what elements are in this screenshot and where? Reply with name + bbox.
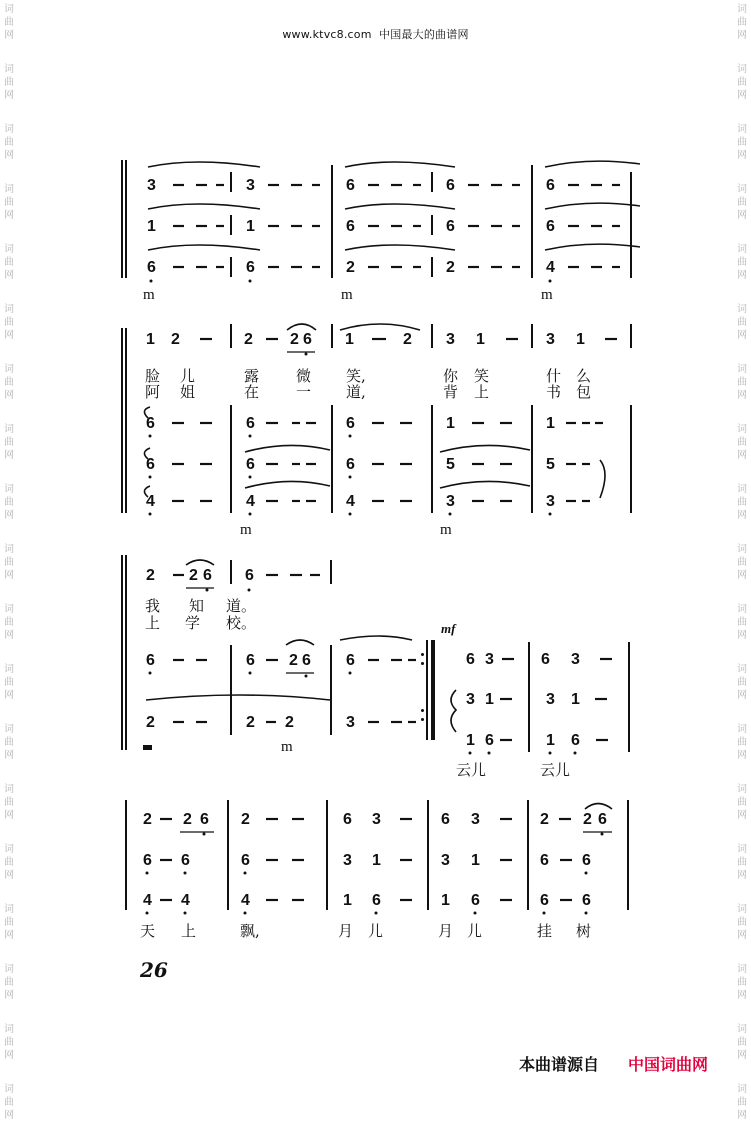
watermark-text: 词 曲 网 [737,604,747,641]
note: 3 [546,691,555,708]
watermark-text: 词 曲 网 [737,424,747,461]
watermark-text: 词 曲 网 [4,604,14,641]
note: 1 [571,691,580,708]
note: 1 [372,852,381,869]
watermark-text: 词 曲 网 [4,1084,14,1121]
lyric: 我 [145,597,161,615]
note: 1 [485,691,494,708]
slur [186,560,214,565]
note: 6 [181,852,190,869]
slur [148,162,260,167]
watermark-text: 词 曲 网 [4,784,14,821]
note: 6 [200,811,209,828]
note: 2 [285,714,294,731]
lyric: 儿 [467,922,483,940]
note: 1 [343,892,352,909]
watermark-text: 词 曲 网 [737,1024,747,1061]
hum-mark: m [143,287,155,303]
lyric: 上 [474,383,490,401]
lyric: 什 [546,367,562,385]
site-tagline: 中国最大的曲谱网 [379,28,469,41]
note: 6 [446,218,455,235]
watermark-text: 词 曲 网 [737,304,747,341]
note: 6 [485,732,494,749]
note: 6 [571,732,580,749]
watermark-text: 词 曲 网 [737,784,747,821]
footer-source-label: 本曲谱源自 [519,1055,600,1074]
note: 1 [471,852,480,869]
brace [451,690,456,732]
slur [345,245,455,250]
note: 6 [246,415,255,432]
note: 6 [146,456,155,473]
lyric: 阿 [145,383,161,401]
note: 4 [143,892,152,909]
lyric: 姐 [180,383,196,401]
note: 3 [246,177,255,194]
watermark-text: 词 曲 网 [4,244,14,281]
watermark-text: 词 曲 网 [737,364,747,401]
note: 1 [546,415,555,432]
note: 4 [146,493,155,510]
note: 6 [346,177,355,194]
slur [545,203,640,209]
watermark-text: 词 曲 网 [737,904,747,941]
slur [144,486,150,497]
note: 6 [582,892,591,909]
note: 6 [146,652,155,669]
watermark-text: 词 曲 网 [4,364,14,401]
note: 6 [246,259,255,276]
note: 4 [246,493,255,510]
watermark-text: 词 曲 网 [4,964,14,1001]
note: 3 [571,651,580,668]
slur [286,640,314,645]
hum-mark: m [341,287,353,303]
note: 2 [146,714,155,731]
watermark-text: 词 曲 网 [4,544,14,581]
note: 6 [303,331,312,348]
lyric: 脸 [145,367,161,385]
watermark-text: 词 曲 网 [737,64,747,101]
lyric: 儿 [180,367,196,385]
note: 6 [546,177,555,194]
lyric: 儿 [368,922,384,940]
note: 6 [346,652,355,669]
lyric: 校。 [226,614,257,632]
watermark-text: 词 曲 网 [4,184,14,221]
watermark-text: 词 曲 网 [4,664,14,701]
note: 3 [546,331,555,348]
lyric: 挂 [537,922,553,940]
lyric: 笑, [346,367,366,385]
slur [340,324,420,330]
watermark-text: 词 曲 网 [4,724,14,761]
watermark-text: 词 曲 网 [4,304,14,341]
slur [245,481,330,488]
note: 3 [343,852,352,869]
note: 6 [241,852,250,869]
note: 1 [345,331,354,348]
watermark-text: 词 曲 网 [737,844,747,881]
lyric: 露 [244,367,260,385]
note: 3 [346,714,355,731]
note: 6 [546,218,555,235]
note: 6 [246,652,255,669]
lyric: 月 [438,922,454,940]
lyric: 知 [189,597,205,615]
note: 3 [446,493,455,510]
note: 2 [403,331,412,348]
slur [440,481,530,488]
slur [287,324,316,330]
watermark-text: 词 曲 网 [4,844,14,881]
note: 2 [446,259,455,276]
note: 6 [203,567,212,584]
hum-mark: m [240,522,252,538]
lyric: 背 [443,383,459,401]
note: 1 [466,732,475,749]
note: 3 [485,651,494,668]
watermark-text: 词 曲 网 [737,244,747,281]
watermark-text: 词 曲 网 [4,484,14,521]
note: 6 [143,852,152,869]
note: 2 [346,259,355,276]
note: 6 [582,852,591,869]
slur [144,448,150,459]
note: 6 [346,456,355,473]
note: 5 [546,456,555,473]
note: 3 [147,177,156,194]
lyric: 飘, [240,922,260,940]
lyric: 书 [546,383,562,401]
note: 1 [546,732,555,749]
note: 6 [245,567,254,584]
watermark-text: 词 曲 网 [737,664,747,701]
note: 4 [181,892,190,909]
note: 6 [541,651,550,668]
lyric: 笑 [474,367,490,385]
watermark-text: 词 曲 网 [737,544,747,581]
slur [148,204,260,209]
watermark-text: 词 曲 网 [737,1084,747,1121]
watermark-text: 词 曲 网 [4,124,14,161]
watermark-text: 词 曲 网 [737,964,747,1001]
lyric: 学 [185,614,201,632]
dynamic-mark: mf [441,621,456,636]
note: 6 [246,456,255,473]
lyric: 道, [346,383,366,401]
slur [345,162,455,167]
lyric: 一 [296,383,312,401]
note: 1 [146,331,155,348]
note: 3 [546,493,555,510]
note: 2 [289,652,298,669]
note: 6 [302,652,311,669]
lyric: 云儿 [540,761,571,779]
note: 6 [540,852,549,869]
note: 4 [546,259,555,276]
lyric: 道。 [226,597,257,615]
slur [146,695,330,700]
site-url: www.ktvc8.com [282,28,372,41]
slur [440,445,530,452]
page-number: 26 [140,958,168,982]
slur [245,445,330,452]
note: 3 [372,811,381,828]
note: 1 [476,331,485,348]
hum-mark: m [541,287,553,303]
watermark-text: 词 曲 网 [737,484,747,521]
watermark-text: 词 曲 网 [737,184,747,221]
note: 3 [471,811,480,828]
watermark-text: 词 曲 网 [737,124,747,161]
note: 6 [540,892,549,909]
watermark-text: 词 曲 网 [737,724,747,761]
footer-brand[interactable]: 中国词曲网 [628,1055,709,1074]
watermark-text: 词 曲 网 [4,904,14,941]
slur [148,245,260,250]
note: 2 [244,331,253,348]
lyric: 月 [338,922,354,940]
note: 6 [372,892,381,909]
lyric: 上 [145,614,161,632]
slur [545,244,640,250]
note: 6 [146,415,155,432]
slur [545,161,640,167]
note: 2 [171,331,180,348]
lyric: 云儿 [456,761,487,779]
note: 3 [466,691,475,708]
note: 1 [147,218,156,235]
note: 2 [146,567,155,584]
note: 6 [147,259,156,276]
slur [144,407,150,418]
lyric: 天 [140,922,156,940]
slur [340,636,412,640]
note: 6 [346,218,355,235]
note: 2 [583,811,592,828]
brace [600,460,605,498]
lyric: 微 [296,367,312,385]
note: 6 [346,415,355,432]
note: 1 [246,218,255,235]
note: 2 [290,331,299,348]
hum-mark: m [281,739,293,755]
watermark-text: 词 曲 网 [737,4,747,41]
note: 2 [189,567,198,584]
lyric: 你 [443,367,459,385]
note: 4 [241,892,250,909]
note: 6 [441,811,450,828]
note: 1 [441,892,450,909]
note: 1 [446,415,455,432]
note: 2 [540,811,549,828]
lyric: 包 [576,383,592,401]
note: 6 [343,811,352,828]
hum-mark: m [440,522,452,538]
note: 6 [598,811,607,828]
watermark-text: 词 曲 网 [4,1024,14,1061]
note: 2 [246,714,255,731]
note: 2 [241,811,250,828]
note: 6 [466,651,475,668]
note: 3 [441,852,450,869]
note: 5 [446,456,455,473]
watermark-text: 词 曲 网 [4,424,14,461]
watermark-text: 词 曲 网 [4,4,14,41]
slur [345,204,455,209]
watermark-text: 词 曲 网 [4,64,14,101]
lyric: 树 [576,922,592,940]
scan-mark [143,745,152,750]
lyric: 上 [181,922,197,940]
note: 4 [346,493,355,510]
note: 3 [446,331,455,348]
note: 6 [446,177,455,194]
note: 2 [143,811,152,828]
lyric: 在 [244,383,260,401]
note: 1 [576,331,585,348]
slur [585,804,612,810]
note: 2 [183,811,192,828]
note: 6 [471,892,480,909]
lyric: 么 [576,367,592,385]
